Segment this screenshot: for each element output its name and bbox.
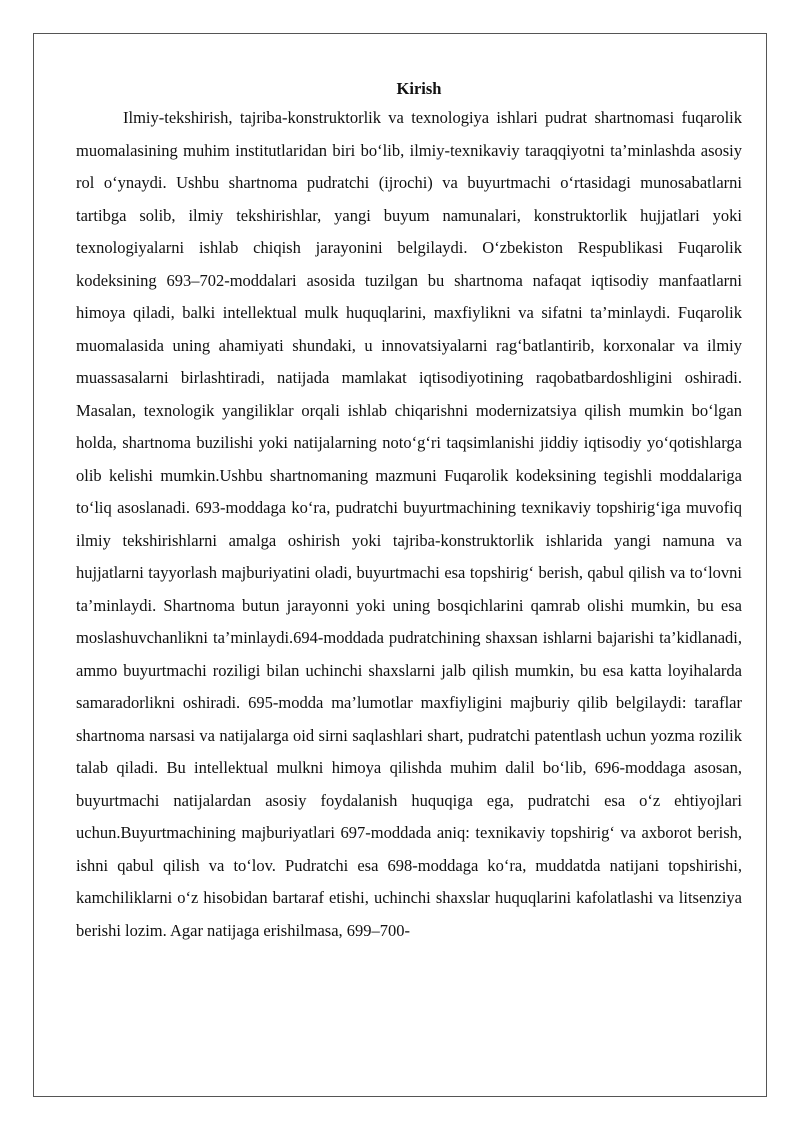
body-paragraph: Ilmiy-tekshirish, tajriba-konstruktorlik va texnologiya ishlari pudrat shartnomasi fuqarolik muomalasining muhim institutlaridan biri bo‘lib, ilmiy-texnikaviy taraqqiyotni ta’minlashda asosiy rol o‘ynaydi. Ushbu shartnoma pudratchi (ijrochi) va buyurtmachi o‘rtasidagi munosabatlarni tartibga solib, ilmiy tekshirishlar, yangi buyum namunalari, konstruktorlik hujjatlari yoki texnologiyalarni ishlab chiqish jarayonini belgilaydi. O‘zbekiston Respublikasi Fuqarolik kodeksining 693–702-moddalari asosida tuzilgan bu shartnoma nafaqat iqtisodiy manfaatlarni himoya qiladi, balki intellektual mulk huquqlarini, maxfiylikni va sifatni ta’minlaydi. Fuqarolik muomalasida uning ahamiyati shundaki, u innovatsiyalarni rag‘batlantirib, korxonalar va ilmiy muassasalarni birlashtiradi, natijada mamlakat iqtisodiyotining raqobatbardoshligini oshiradi. Masalan, texnologik yangiliklar orqali ishlab chiqarishni modernizatsiya qilish mumkin bo‘lgan holda, shartnoma buzilishi yoki natijalarning noto‘g‘ri taqsimlanishi jiddiy iqtisodiy yo‘qotishlarga olib kelishi mumkin.Ushbu shartnomaning mazmuni Fuqarolik kodeksining tegishli moddalariga to‘liq asoslanadi. 693-moddaga ko‘ra, pudratchi buyurtmachining texnikaviy topshirig‘iga muvofiq ilmiy tekshirishlarni amalga oshirish yoki tajriba-konstruktorlik ishlarida yangi namuna va hujjatlarni tayyorlash majburiyatini oladi, buyurtmachi esa topshirig‘ berish, qabul qilish va to‘lovni ta’minlaydi. Shartnoma butun jarayonni yoki uning bosqichlarini qamrab olishi mumkin, bu esa moslashuvchanlikni ta’minlaydi.694-moddada pudratchining shaxsan ishlarni bajarishi ta’kidlanadi, ammo buyurtmachi roziligi bilan uchinchi shaxslarni jalb qilish mumkin, bu esa katta loyihalarda samaradorlikni oshiradi. 695-modda ma’lumotlar maxfiyligini majburiy qilib belgilaydi: taraflar shartnoma narsasi va natijalarga oid sirni saqlashlari shart, pudratchi patentlash uchun yozma rozilik talab qiladi. Bu intellektual mulkni himoya qilishda muhim dalil bo‘lib, 696-moddaga asosan, buyurtmachi natijalardan asosiy foydalanish huquqiga ega, pudratchi esa o‘z ehtiyojlari uchun.Buyurtmachining majburiyatlari 697-moddada aniq: texnikaviy topshirig‘ va axborot berish, ishni qabul qilish va to‘lov. Pudratchi esa 698-moddaga ko‘ra, muddatda natijani topshirishi, kamchiliklarni o‘z hisobidan bartaraf etishi, uchinchi shaxslar huquqlarini kafolatlashi va litsenziya berishi lozim. Agar natijaga erishilmasa, 699–700- (76, 108, 742, 940)
document-content (76, 75, 742, 947)
document-title: Kirish (396, 79, 442, 98)
